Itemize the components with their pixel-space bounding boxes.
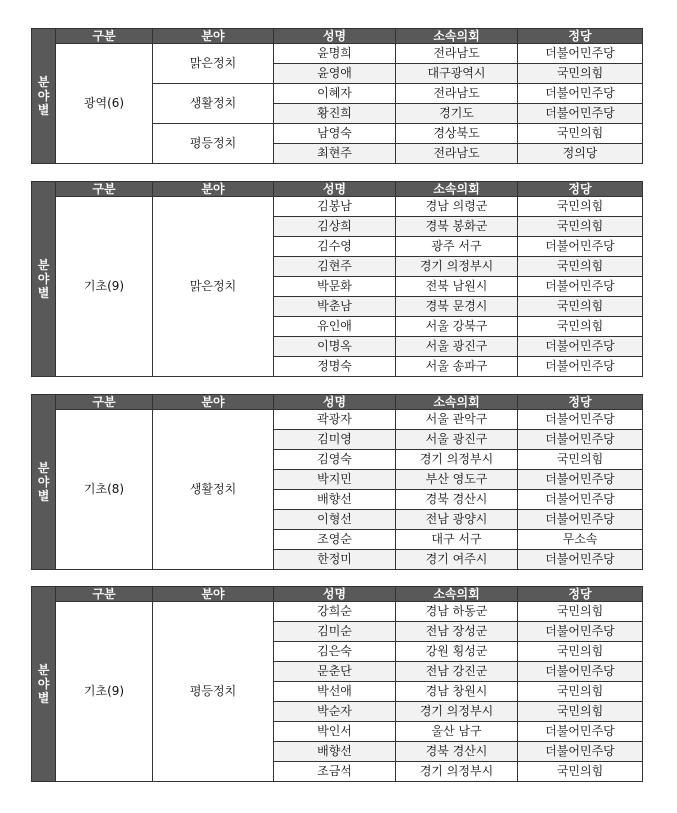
party-cell: 국민의힘 bbox=[518, 317, 643, 337]
council-cell: 경기도 bbox=[396, 104, 518, 124]
party-cell: 더불어민주당 bbox=[518, 550, 643, 570]
party-cell: 국민의힘 bbox=[518, 762, 643, 782]
party-cell: 더불어민주당 bbox=[518, 722, 643, 742]
table-row bbox=[32, 197, 643, 217]
party-cell: 더불어민주당 bbox=[518, 742, 643, 762]
member-name-cell: 김상희 bbox=[274, 217, 396, 237]
member-name-cell: 박문화 bbox=[274, 277, 396, 297]
header-row bbox=[32, 587, 643, 602]
party-cell: 더불어민주당 bbox=[518, 490, 643, 510]
council-cell: 전남 장성군 bbox=[396, 622, 518, 642]
member-name-cell: 김봉남 bbox=[274, 197, 396, 217]
member-name-cell: 배향선 bbox=[274, 490, 396, 510]
column-header: 구분 bbox=[56, 29, 153, 44]
side-label-char: 야 bbox=[37, 677, 50, 691]
member-name-cell: 김수영 bbox=[274, 237, 396, 257]
council-cell: 광주 서구 bbox=[396, 237, 518, 257]
member-name-cell: 유인애 bbox=[274, 317, 396, 337]
header-row bbox=[32, 395, 643, 410]
member-name-cell: 곽광자 bbox=[274, 410, 396, 430]
member-name-cell: 윤영애 bbox=[274, 64, 396, 84]
column-header: 성명 bbox=[274, 395, 396, 410]
party-cell: 더불어민주당 bbox=[518, 104, 643, 124]
column-header: 분야 bbox=[153, 587, 274, 602]
committee-table-4 bbox=[31, 586, 643, 782]
council-cell: 전북 남원시 bbox=[396, 277, 518, 297]
member-name-cell: 윤명희 bbox=[274, 44, 396, 64]
council-cell: 경기 의정부시 bbox=[396, 450, 518, 470]
party-cell: 더불어민주당 bbox=[518, 44, 643, 64]
field-cell: 평등정치 bbox=[153, 124, 274, 164]
member-name-cell: 박춘남 bbox=[274, 297, 396, 317]
party-cell: 국민의힘 bbox=[518, 257, 643, 277]
party-cell: 더불어민주당 bbox=[518, 337, 643, 357]
header-row bbox=[32, 29, 643, 44]
column-header: 소속의회 bbox=[396, 182, 518, 197]
council-cell: 서울 송파구 bbox=[396, 357, 518, 377]
column-header: 소속의회 bbox=[396, 587, 518, 602]
column-header: 정당 bbox=[518, 587, 643, 602]
member-name-cell: 박인서 bbox=[274, 722, 396, 742]
council-cell: 경기 의정부시 bbox=[396, 257, 518, 277]
party-cell: 국민의힘 bbox=[518, 450, 643, 470]
council-cell: 전라남도 bbox=[396, 84, 518, 104]
field-cell: 맑은정치 bbox=[153, 44, 274, 84]
committee-table-1 bbox=[31, 28, 643, 164]
council-cell: 경기 의정부시 bbox=[396, 702, 518, 722]
council-cell: 서울 강북구 bbox=[396, 317, 518, 337]
member-name-cell: 이형선 bbox=[274, 510, 396, 530]
column-header: 성명 bbox=[274, 29, 396, 44]
council-cell: 경남 창원시 bbox=[396, 682, 518, 702]
party-cell: 더불어민주당 bbox=[518, 662, 643, 682]
member-name-cell: 최현주 bbox=[274, 144, 396, 164]
column-header: 분야 bbox=[153, 182, 274, 197]
member-name-cell: 배향선 bbox=[274, 742, 396, 762]
member-name-cell: 남영숙 bbox=[274, 124, 396, 144]
side-label-char: 별 bbox=[37, 286, 50, 300]
party-cell: 국민의힘 bbox=[518, 124, 643, 144]
council-cell: 경남 하동군 bbox=[396, 602, 518, 622]
council-cell: 경상북도 bbox=[396, 124, 518, 144]
council-cell: 경북 봉화군 bbox=[396, 217, 518, 237]
category-cell: 광역(6) bbox=[56, 44, 153, 164]
council-cell: 경기 의정부시 bbox=[396, 762, 518, 782]
party-cell: 더불어민주당 bbox=[518, 277, 643, 297]
side-label-char: 별 bbox=[37, 691, 50, 705]
table-row bbox=[32, 44, 643, 64]
field-cell: 맑은정치 bbox=[153, 197, 274, 377]
council-cell: 서울 광진구 bbox=[396, 337, 518, 357]
party-cell: 국민의힘 bbox=[518, 297, 643, 317]
council-cell: 대구광역시 bbox=[396, 64, 518, 84]
council-cell: 서울 관악구 bbox=[396, 410, 518, 430]
member-name-cell: 한정미 bbox=[274, 550, 396, 570]
column-header: 분야 bbox=[153, 29, 274, 44]
column-header: 소속의회 bbox=[396, 395, 518, 410]
member-name-cell: 김영숙 bbox=[274, 450, 396, 470]
party-cell: 무소속 bbox=[518, 530, 643, 550]
committee-table-2 bbox=[31, 181, 643, 377]
party-cell: 더불어민주당 bbox=[518, 622, 643, 642]
column-header: 정당 bbox=[518, 395, 643, 410]
council-cell: 경북 경산시 bbox=[396, 490, 518, 510]
field-cell: 생활정치 bbox=[153, 410, 274, 570]
side-label-char: 분 bbox=[37, 258, 50, 272]
council-cell: 전남 강진군 bbox=[396, 662, 518, 682]
council-cell: 대구 서구 bbox=[396, 530, 518, 550]
member-name-cell: 조영순 bbox=[274, 530, 396, 550]
category-cell: 기초(8) bbox=[56, 410, 153, 570]
party-cell: 더불어민주당 bbox=[518, 470, 643, 490]
category-cell: 기초(9) bbox=[56, 197, 153, 377]
council-cell: 경북 경산시 bbox=[396, 742, 518, 762]
column-header: 분야 bbox=[153, 395, 274, 410]
member-name-cell: 박선애 bbox=[274, 682, 396, 702]
column-header: 구분 bbox=[56, 182, 153, 197]
column-header: 소속의회 bbox=[396, 29, 518, 44]
table-row bbox=[32, 410, 643, 430]
party-cell: 국민의힘 bbox=[518, 197, 643, 217]
column-header: 정당 bbox=[518, 29, 643, 44]
side-label-char: 야 bbox=[37, 89, 50, 103]
side-label-char: 분 bbox=[37, 663, 50, 677]
party-cell: 국민의힘 bbox=[518, 602, 643, 622]
column-header: 구분 bbox=[56, 395, 153, 410]
party-cell: 국민의힘 bbox=[518, 64, 643, 84]
party-cell: 더불어민주당 bbox=[518, 510, 643, 530]
member-name-cell: 김미영 bbox=[274, 430, 396, 450]
council-cell: 경북 문경시 bbox=[396, 297, 518, 317]
council-cell: 울산 남구 bbox=[396, 722, 518, 742]
party-cell: 더불어민주당 bbox=[518, 84, 643, 104]
member-name-cell: 이혜자 bbox=[274, 84, 396, 104]
side-label bbox=[32, 395, 56, 570]
council-cell: 강원 횡성군 bbox=[396, 642, 518, 662]
table-row bbox=[32, 602, 643, 622]
side-label-char: 야 bbox=[37, 272, 50, 286]
column-header: 성명 bbox=[274, 587, 396, 602]
party-cell: 더불어민주당 bbox=[518, 410, 643, 430]
council-cell: 서울 광진구 bbox=[396, 430, 518, 450]
party-cell: 더불어민주당 bbox=[518, 357, 643, 377]
side-label-char: 별 bbox=[37, 489, 50, 503]
member-name-cell: 조금석 bbox=[274, 762, 396, 782]
party-cell: 더불어민주당 bbox=[518, 237, 643, 257]
member-name-cell: 박지민 bbox=[274, 470, 396, 490]
side-label-char: 야 bbox=[37, 475, 50, 489]
side-label bbox=[32, 29, 56, 164]
council-cell: 전남 광양시 bbox=[396, 510, 518, 530]
member-name-cell: 김현주 bbox=[274, 257, 396, 277]
party-cell: 국민의힘 bbox=[518, 217, 643, 237]
side-label bbox=[32, 587, 56, 782]
member-name-cell: 황진희 bbox=[274, 104, 396, 124]
member-name-cell: 김미순 bbox=[274, 622, 396, 642]
council-cell: 경기 여주시 bbox=[396, 550, 518, 570]
side-label-char: 분 bbox=[37, 75, 50, 89]
party-cell: 국민의힘 bbox=[518, 642, 643, 662]
member-name-cell: 김은숙 bbox=[274, 642, 396, 662]
council-cell: 전라남도 bbox=[396, 44, 518, 64]
side-label bbox=[32, 182, 56, 377]
council-cell: 경남 의령군 bbox=[396, 197, 518, 217]
member-name-cell: 강희순 bbox=[274, 602, 396, 622]
member-name-cell: 문춘단 bbox=[274, 662, 396, 682]
side-label-char: 분 bbox=[37, 461, 50, 475]
party-cell: 국민의힘 bbox=[518, 682, 643, 702]
header-row bbox=[32, 182, 643, 197]
party-cell: 국민의힘 bbox=[518, 702, 643, 722]
column-header: 정당 bbox=[518, 182, 643, 197]
party-cell: 정의당 bbox=[518, 144, 643, 164]
party-cell: 더불어민주당 bbox=[518, 430, 643, 450]
side-label-char: 별 bbox=[37, 103, 50, 117]
field-cell: 평등정치 bbox=[153, 602, 274, 782]
council-cell: 전라남도 bbox=[396, 144, 518, 164]
field-cell: 생활정치 bbox=[153, 84, 274, 124]
member-name-cell: 이명옥 bbox=[274, 337, 396, 357]
member-name-cell: 정명숙 bbox=[274, 357, 396, 377]
member-name-cell: 박순자 bbox=[274, 702, 396, 722]
column-header: 성명 bbox=[274, 182, 396, 197]
council-cell: 부산 영도구 bbox=[396, 470, 518, 490]
category-cell: 기초(9) bbox=[56, 602, 153, 782]
column-header: 구분 bbox=[56, 587, 153, 602]
committee-table-3 bbox=[31, 394, 643, 570]
